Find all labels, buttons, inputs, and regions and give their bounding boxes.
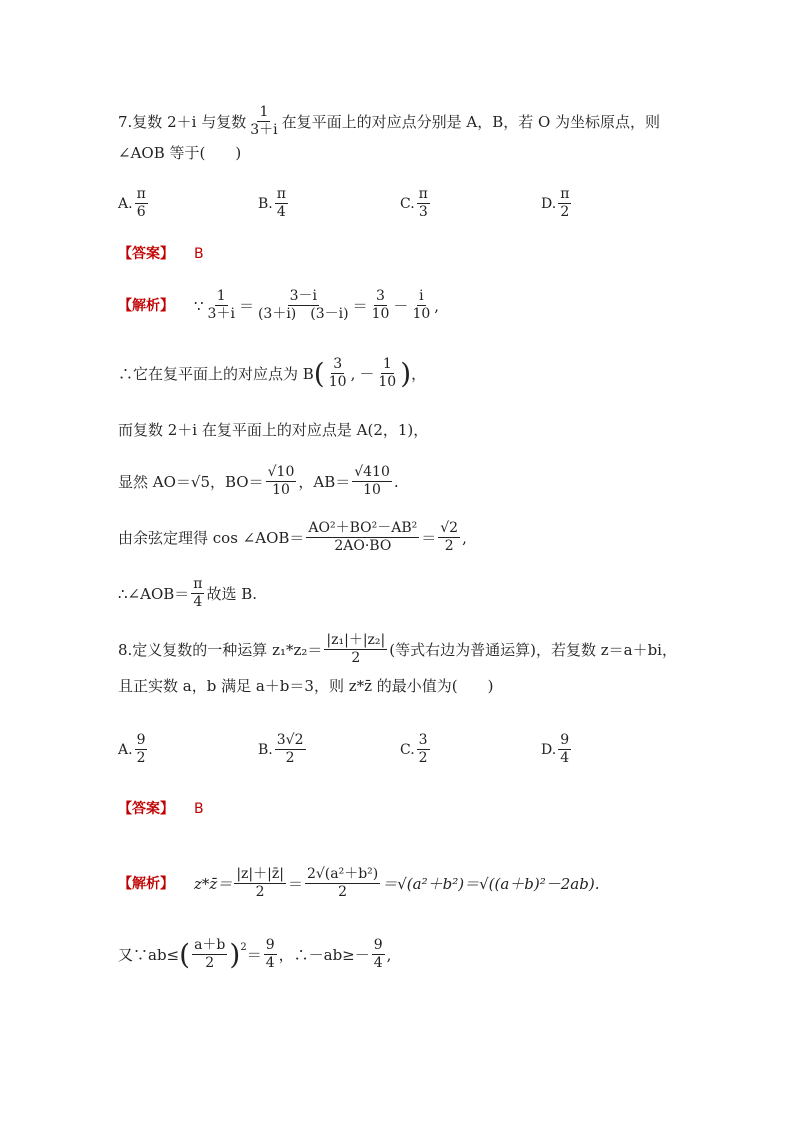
option-fraction [417, 186, 430, 221]
q8-stem-fraction [324, 632, 387, 667]
option-label: A. [118, 741, 133, 758]
q7-option-a[interactable] [118, 186, 150, 221]
answer-value: B [194, 246, 204, 262]
fraction-numerator: 9 [560, 732, 570, 748]
q7-answer-line [118, 243, 204, 265]
fraction-denominator: 10 [378, 374, 397, 390]
minus: － [359, 364, 375, 383]
fraction-numerator: π [193, 576, 203, 592]
equals: ＝ [246, 945, 262, 964]
text: ∴∠AOB＝ [118, 584, 190, 603]
option-label: D. [541, 195, 557, 212]
fraction [266, 464, 297, 499]
punct: ， [411, 364, 427, 383]
fraction-numerator: 9 [265, 937, 275, 953]
fraction-numerator: 3 [333, 356, 343, 372]
fraction [438, 520, 460, 555]
fraction [264, 937, 277, 972]
fraction-denominator: 4 [265, 955, 275, 971]
fraction-denominator: 10 [272, 482, 290, 498]
analysis-tag: 【解析】 [118, 297, 174, 314]
q8-stem-line2 [118, 675, 494, 697]
q8-option-a[interactable] [118, 732, 149, 767]
fraction-denominator: 3 [418, 204, 428, 220]
fraction-numerator: 9 [373, 937, 383, 953]
text: 显然 AO＝√5，BO＝ [118, 472, 264, 491]
q8-option-d[interactable] [541, 732, 573, 767]
fraction-denominator: 4 [373, 955, 383, 971]
q8-stem-b: (等式右边为普通运算)，若复数 z＝a＋bi， [389, 640, 677, 659]
fraction-numerator: 2√(a²＋b²) [306, 866, 379, 882]
option-label: B. [258, 195, 273, 212]
text: 由余弦定理得 cos ∠AOB＝ [118, 528, 305, 547]
option-label: D. [541, 741, 557, 758]
fraction [306, 520, 419, 555]
fraction-numerator: √2 [440, 520, 459, 536]
option-fraction [275, 186, 288, 221]
fraction-denominator: 10 [371, 306, 390, 322]
minus: － [393, 296, 409, 315]
fraction-numerator: a＋b [194, 937, 226, 953]
fraction [256, 288, 351, 323]
option-fraction [135, 732, 148, 767]
q8-stem-a: 8.定义复数的一种运算 z₁*z₂＝ [118, 640, 323, 659]
fraction-numerator: i [419, 288, 424, 304]
q8-stem-line1 [118, 632, 677, 667]
fraction-numerator: π [418, 186, 428, 202]
equals: ＝ [352, 296, 368, 315]
q8-answer-line [118, 798, 204, 820]
fraction-numerator: |z|＋|z̄| [236, 866, 284, 882]
fraction [192, 937, 227, 972]
exponent: 2 [240, 942, 247, 953]
q7-stem-a: 7.复数 2＋i 与复数 [118, 112, 247, 131]
fraction-numerator: |z₁|＋|z₂| [326, 632, 386, 648]
option-label: A. [118, 195, 133, 212]
punct: , [434, 296, 440, 315]
punct: . [393, 472, 399, 491]
fraction [305, 866, 380, 901]
text: ＝√(a²＋b²)＝√((a＋b)²－2ab). [382, 874, 600, 893]
left-paren: ( [179, 937, 191, 971]
fraction-denominator: 2 [351, 650, 361, 666]
q8-stem-line2-text: 且正实数 a，b 满足 a＋b＝3，则 z*z̄ 的最小值为( ) [118, 677, 494, 695]
fraction-denominator: 2 [560, 204, 570, 220]
option-fraction [558, 732, 571, 767]
fraction-denominator: 2 [255, 884, 265, 900]
option-fraction [558, 186, 571, 221]
equals: ＝ [238, 296, 254, 315]
fraction-denominator: 10 [363, 482, 381, 498]
answer-value: B [194, 801, 204, 817]
fraction-denominator: 10 [328, 374, 347, 390]
fraction-numerator: π [136, 186, 146, 202]
q7-stem-line1 [118, 104, 660, 139]
fraction [372, 937, 385, 972]
q7-solution-line6 [118, 576, 257, 611]
analysis-tag: 【解析】 [118, 875, 174, 892]
q7-option-b[interactable] [258, 186, 290, 221]
fraction-denominator: 6 [136, 204, 146, 220]
q8-option-c[interactable] [400, 732, 432, 767]
fraction-numerator: 1 [259, 104, 269, 120]
text: ，∴－ab≥－ [278, 945, 370, 964]
comma: , [350, 364, 356, 383]
fraction-numerator: π [276, 186, 286, 202]
option-fraction [275, 732, 306, 767]
q7-stem-fraction [248, 104, 279, 139]
fraction-numerator: 1 [216, 288, 226, 304]
right-paren: ) [400, 356, 412, 390]
answer-tag: 【答案】 [118, 246, 174, 262]
fraction-denominator: 2 [136, 750, 146, 766]
fraction-numerator: √10 [267, 464, 295, 480]
punct: , [386, 945, 392, 964]
left-paren: ( [313, 356, 325, 390]
fraction [191, 576, 204, 611]
q8-option-b[interactable] [258, 732, 308, 767]
fraction-numerator: 3 [376, 288, 385, 304]
option-fraction [417, 732, 430, 767]
right-paren: ) [229, 937, 241, 971]
fraction-denominator: 2AO·BO [334, 538, 392, 554]
q7-stem-line2 [118, 142, 241, 164]
fraction-denominator: 2 [444, 538, 454, 554]
fraction-denominator: 4 [276, 204, 286, 220]
q7-option-c[interactable] [400, 186, 432, 221]
fraction-denominator: 4 [193, 594, 203, 610]
fraction [370, 288, 392, 323]
text: 又∵ab≤ [118, 945, 180, 964]
fraction-denominator: 4 [560, 750, 570, 766]
q7-solution-line1 [118, 288, 439, 323]
q7-solution-line4 [118, 464, 399, 499]
fraction [352, 464, 392, 499]
fraction-denominator: 2 [418, 750, 428, 766]
fraction-numerator: π [560, 186, 570, 202]
fraction-denominator: 2 [285, 750, 295, 766]
fraction-numerator: √410 [354, 464, 390, 480]
q8-solution-line1 [118, 866, 599, 901]
q7-stem-line2-text: ∠AOB 等于( ) [118, 144, 242, 162]
q7-option-d[interactable] [541, 186, 573, 221]
text: 而复数 2＋i 在复平面上的对应点是 A(2，1)， [118, 421, 429, 439]
fraction-denominator: 2 [338, 884, 348, 900]
fraction-numerator: 3√2 [276, 732, 304, 748]
fraction-denominator: 3＋i [250, 122, 278, 138]
fraction-denominator: 10 [412, 306, 431, 322]
q7-solution-line3 [118, 419, 428, 441]
fraction-numerator: 3－i [289, 288, 317, 304]
fraction [234, 866, 286, 901]
q7-solution-line5 [118, 520, 467, 555]
fraction-numerator: AO²＋BO²－AB² [308, 520, 418, 536]
fraction-numerator: 9 [136, 732, 146, 748]
option-label: C. [400, 195, 415, 212]
fraction-denominator: (3＋i) (3－i) [257, 306, 349, 322]
equals: ＝ [287, 874, 303, 893]
fraction [410, 288, 432, 323]
fraction [206, 288, 237, 323]
q7-solution-line2 [118, 356, 426, 391]
fraction-denominator: 3＋i [207, 306, 235, 322]
text: ∴它在复平面上的对应点为 B [118, 364, 314, 383]
q8-solution-line2 [118, 937, 391, 972]
fraction-denominator: 2 [205, 955, 215, 971]
option-label: B. [258, 741, 273, 758]
because-symbol: ∵ [194, 296, 204, 315]
text: ，AB＝ [298, 472, 351, 491]
option-fraction [135, 186, 148, 221]
option-label: C. [400, 741, 415, 758]
fraction-numerator: 3 [418, 732, 428, 748]
text: z*z̄＝ [194, 874, 233, 893]
fraction-numerator: 1 [382, 356, 392, 372]
q7-stem-b: 在复平面上的对应点分别是 A，B，若 O 为坐标原点，则 [281, 112, 661, 131]
text: 故选 B. [206, 584, 258, 603]
equals: ＝ [421, 528, 437, 547]
punct: , [462, 528, 467, 547]
fraction [376, 356, 398, 391]
fraction [327, 356, 349, 391]
answer-tag: 【答案】 [118, 801, 174, 817]
